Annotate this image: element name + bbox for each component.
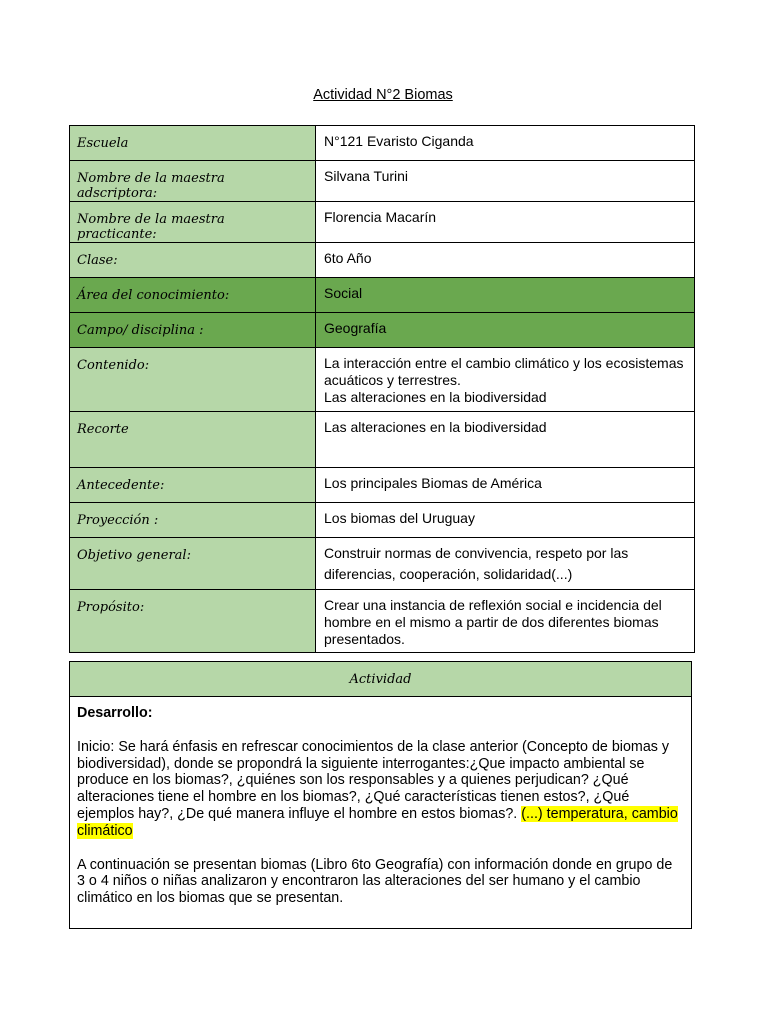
document-title: Actividad N°2 Biomas	[313, 87, 453, 103]
activity-body	[70, 697, 691, 907]
info-row-escuela	[70, 126, 695, 161]
label-practicante: Nombre de la maestra practicante:	[70, 202, 316, 243]
label-antecedente: Antecedente:	[70, 468, 316, 503]
inicio-paragraph	[77, 739, 684, 840]
value-antecedente: Los principales Biomas de América	[316, 468, 695, 503]
activity-header: Actividad	[70, 662, 691, 697]
info-row-proposito	[70, 590, 695, 653]
value-area: Social	[316, 278, 695, 313]
label-recorte: Recorte	[70, 412, 316, 468]
label-escuela: Escuela	[70, 126, 316, 161]
label-objetivo: Objetivo general:	[70, 538, 316, 590]
inicio-text: Inicio: Se hará énfasis en refrescar conocimientos de la clase anterior (Concepto de biomas y biodiversidad), donde se propondrá la siguiente interrogantes:¿Que impacto ambiental se produce en los biomas?, ¿quiénes son los responsables y a quienes perjudican? ¿Qué alteraciones tiene el hombre en los biomas?, ¿Qué características tienen estos?, ¿Qué ejemplos hay?, ¿De qué manera influye el hombre en estos biomas?.	[77, 738, 670, 822]
value-clase: 6to Año	[316, 243, 695, 278]
info-row-contenido	[70, 348, 695, 412]
label-proyeccion: Proyección :	[70, 503, 316, 538]
info-row-practicante	[70, 202, 695, 243]
value-contenido	[316, 348, 695, 412]
info-table	[69, 125, 695, 653]
value-adscriptora: Silvana Turini	[316, 161, 695, 202]
info-row-proyeccion	[70, 503, 695, 538]
info-row-campo	[70, 313, 695, 348]
desarrollo-label: Desarrollo:	[77, 705, 153, 721]
value-campo: Geografía	[316, 313, 695, 348]
info-row-objetivo	[70, 538, 695, 590]
info-row-adscriptora	[70, 161, 695, 202]
value-proyeccion: Los biomas del Uruguay	[316, 503, 695, 538]
contenido-line-2: Las alteraciones en la biodiversidad	[324, 389, 547, 405]
label-contenido: Contenido:	[70, 348, 316, 412]
value-practicante: Florencia Macarín	[316, 202, 695, 243]
label-clase: Clase:	[70, 243, 316, 278]
label-campo: Campo/ disciplina :	[70, 313, 316, 348]
label-adscriptora: Nombre de la maestra adscriptora:	[70, 161, 316, 202]
value-escuela: N°121 Evaristo Ciganda	[316, 126, 695, 161]
label-area: Área del conocimiento:	[70, 278, 316, 313]
inicio-highlight: (...) temperatura, cambio climático	[77, 805, 678, 839]
contenido-line-1: La interacción entre el cambio climático y los ecosistemas acuáticos y terrestres.	[324, 355, 684, 388]
activity-box	[69, 661, 692, 929]
info-row-clase	[70, 243, 695, 278]
continuacion-paragraph: A continuación se presentan biomas (Libro 6to Geografía) con información donde en grupo de 3 o 4 niños o niñas analizaron y encontraron las alteraciones del ser humano y el cambio climático en los biomas que se presentan.	[77, 856, 673, 907]
value-objetivo: Construir normas de convivencia, respeto por las diferencias, cooperación, solidaridad(...)	[316, 538, 695, 590]
label-proposito: Propósito:	[70, 590, 316, 653]
info-row-recorte	[70, 412, 695, 468]
value-recorte: Las alteraciones en la biodiversidad	[316, 412, 695, 468]
info-row-area	[70, 278, 695, 313]
info-row-antecedente	[70, 468, 695, 503]
value-proposito: Crear una instancia de reflexión social e incidencia del hombre en el mismo a partir de dos diferentes biomas presentados.	[316, 590, 695, 653]
